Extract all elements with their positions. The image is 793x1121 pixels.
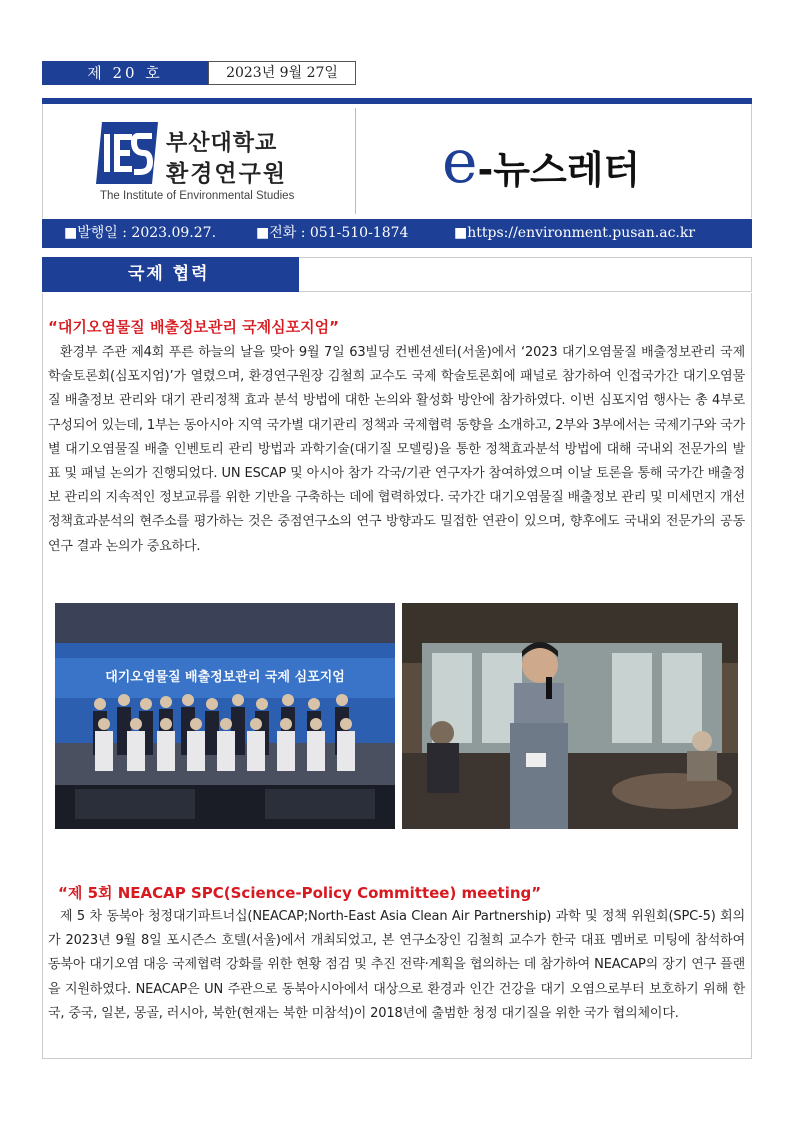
article-2-body: 제 5 차 동북아 청정대기파트너십(NEACAP;North-East Asia Clean Air Partnership) 과학 및 정책 위원회(SPC-5) 회의가 2023년 9월 8일 포시즌스 호텔(서울)에서 개최되었고, 본 연구소장인 김철희 교수가 한국 대표 멤버로 미팅에 참석하여 동북아 대기오염 대응 국제협력 강화를 위한 현황 점검 및 추진 전략·계획을 협의하는 데 참가하여 NEACAP의 장기 연구 플랜을 지원하였다. NEACAP은 UN 주관으로 동북아시아에서 대상으로 환경과 인간 건강을 대기 오염으로부터 보호하기 위해 한국, 중국, 일본, 몽골, 러시아, 북한(현재는 북한 미참석)이 2018년에 출범한 청정 대기질을 위한 국가 협의체이다. (48, 909, 745, 1021)
logo-english-name: The Institute of Environmental Studies (100, 190, 295, 202)
info-bar (42, 219, 752, 248)
article-2-title: “제 5회 NEACAP SPC(Science-Policy Committee) meeting” (58, 884, 542, 902)
issue-date: 2023년 9월 27일 (208, 61, 356, 85)
masthead-divider (355, 108, 356, 214)
newsletter-title (442, 127, 641, 197)
publish-date: ■발행일 : 2023.09.27. (64, 225, 217, 241)
symposium-group-photo (55, 603, 395, 829)
institute-logo-icon (96, 122, 158, 184)
photo-banner-text: 대기오염물질 배출정보관리 국제 심포지엄 (105, 670, 345, 685)
logo-university-name: 부산대학교 (166, 131, 278, 156)
website-link[interactable]: ■https://environment.pusan.ac.kr (454, 225, 696, 241)
logo-institute-name: 환경연구원 (166, 161, 288, 187)
issue-number: 제 20 호 (42, 61, 208, 85)
newsletter-title-rest: -뉴스레터 (477, 148, 641, 192)
section-title-rule (299, 257, 752, 292)
section-title: 국제 협력 (42, 257, 299, 292)
phone-number: ■전화 : 051-510-1874 (256, 225, 409, 241)
article-1-body: 환경부 주관 제4회 푸른 하늘의 날을 맞아 9월 7일 63빌딩 컨벤션센터(서울)에서 ‘2023 대기오염물질 배출정보관리 국제 학술토론회(심포지엄)’가 열렸으며, 환경연구원장 김철희 교수도 국제 학술토론회에 패널로 참가하여 인접국가간 대기오염물질 배출정보 관리와 대기 관리정책 효과 분석 방법에 대한 논의와 활성화 방안에 참가하였다. 이번 심포지엄 행사는 총 4부로 구성되어 있는데, 1부는 동아시아 지역 국가별 대기관리 정책과 국제협력 동향을 소개하고, 2부와 3부에서는 국제기구와 국가별 대기오염물질 배출 인벤토리 관리 방법과 과학기술(대기질 모델링)을 통한 정책효과분석 방법에 대해 국내외 전문가의 발표 및 패널 논의가 진행되었다. UN ESCAP 및 아시아 참가 각국/기관 연구자가 참여하였으며 이날 토론을 통해 국가간 배출정보 관리의 지속적인 정보교류를 위한 기반을 구축하는 데에 협력하였다. 국가간 대기오염물질 배출정보 관리 및 미세먼지 개선 정책효과분석의 현주소를 평가하는 것은 중점연구소의 연구 방향과도 밀접한 연관이 있으며, 향후에도 국내외 전문가의 공동연구 결과 논의가 중요하다. (48, 345, 745, 554)
article-1-title: “대기오염물질 배출정보관리 국제심포지엄” (48, 318, 339, 336)
newsletter-title-e: e (442, 127, 478, 197)
speaker-photo (402, 603, 738, 829)
